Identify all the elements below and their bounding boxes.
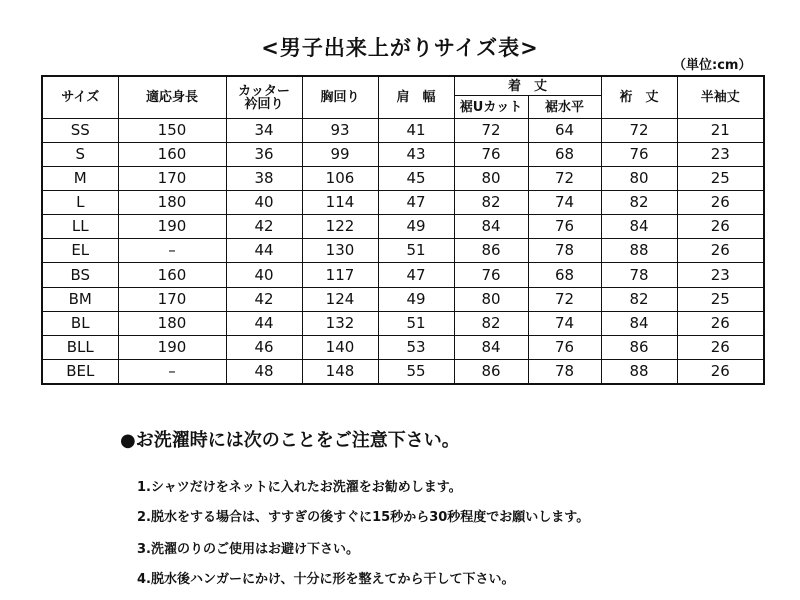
header-length-flat: 裾水平	[528, 96, 601, 119]
value-cell: 124	[302, 287, 378, 311]
value-cell: 25	[677, 167, 764, 191]
size-cell: BM	[42, 287, 118, 311]
value-cell: 76	[454, 263, 528, 287]
size-table	[41, 75, 765, 385]
header-length-group: 着 丈	[454, 76, 601, 96]
value-cell: 72	[528, 167, 601, 191]
value-cell: 130	[302, 239, 378, 263]
note-item: 1.シャツだけをネットに入れたお洗濯をお勧めします。	[137, 480, 462, 495]
header-chest: 胸回り	[302, 76, 378, 119]
header-collar-line1: カッター	[238, 83, 290, 99]
table-row	[42, 359, 764, 384]
value-cell: 84	[454, 215, 528, 239]
value-cell: 44	[226, 239, 302, 263]
value-cell: 76	[528, 215, 601, 239]
table-row	[42, 263, 764, 287]
header-height: 適応身長	[118, 76, 226, 119]
value-cell: 122	[302, 215, 378, 239]
value-cell: 117	[302, 263, 378, 287]
value-cell: 47	[378, 263, 454, 287]
size-cell: BL	[42, 311, 118, 335]
unit-label: （単位:cm）	[673, 58, 752, 73]
value-cell: 88	[601, 359, 677, 384]
value-cell: 26	[677, 215, 764, 239]
value-cell: 72	[601, 119, 677, 143]
value-cell: 21	[677, 119, 764, 143]
value-cell: 76	[454, 143, 528, 167]
value-cell: 106	[302, 167, 378, 191]
value-cell: 99	[302, 143, 378, 167]
table-row	[42, 167, 764, 191]
value-cell: 72	[454, 119, 528, 143]
table-row	[42, 239, 764, 263]
value-cell: 170	[118, 167, 226, 191]
value-cell: 49	[378, 287, 454, 311]
value-cell: 45	[378, 167, 454, 191]
value-cell: 88	[601, 239, 677, 263]
value-cell: 78	[528, 359, 601, 384]
size-table-body	[42, 119, 764, 385]
size-cell: BEL	[42, 359, 118, 384]
value-cell: 26	[677, 335, 764, 359]
table-row	[42, 191, 764, 215]
value-cell: 26	[677, 239, 764, 263]
value-cell: 78	[528, 239, 601, 263]
value-cell: 64	[528, 119, 601, 143]
value-cell: 76	[601, 143, 677, 167]
value-cell: 49	[378, 215, 454, 239]
value-cell: 80	[601, 167, 677, 191]
value-cell: 47	[378, 191, 454, 215]
value-cell: 40	[226, 191, 302, 215]
size-cell: BS	[42, 263, 118, 287]
value-cell: 68	[528, 143, 601, 167]
header-shoulder: 肩 幅	[378, 76, 454, 119]
value-cell: 34	[226, 119, 302, 143]
table-row	[42, 143, 764, 167]
value-cell: 86	[454, 359, 528, 384]
value-cell: 53	[378, 335, 454, 359]
value-cell: 190	[118, 215, 226, 239]
value-cell: 80	[454, 167, 528, 191]
value-cell: 74	[528, 191, 601, 215]
table-row	[42, 119, 764, 143]
size-cell: LL	[42, 215, 118, 239]
value-cell: 150	[118, 119, 226, 143]
value-cell: 82	[601, 287, 677, 311]
value-cell: 86	[601, 335, 677, 359]
value-cell: 82	[454, 311, 528, 335]
note-item: 2.脱水をする場合は、すすぎの後すぐに15秒から30秒程度でお願いします。	[137, 510, 590, 525]
value-cell: 40	[226, 263, 302, 287]
value-cell: 23	[677, 143, 764, 167]
value-cell: 26	[677, 311, 764, 335]
value-cell: 51	[378, 311, 454, 335]
value-cell: 72	[528, 287, 601, 311]
value-cell: 42	[226, 287, 302, 311]
value-cell: 42	[226, 215, 302, 239]
value-cell: 43	[378, 143, 454, 167]
value-cell: 38	[226, 167, 302, 191]
header-size: サイズ	[42, 76, 118, 119]
note-item: 4.脱水後ハンガーにかけ、十分に形を整えてから干して下さい。	[137, 572, 515, 587]
value-cell: 84	[601, 311, 677, 335]
value-cell: 180	[118, 311, 226, 335]
value-cell: 132	[302, 311, 378, 335]
value-cell: 190	[118, 335, 226, 359]
value-cell: 55	[378, 359, 454, 384]
size-cell: BLL	[42, 335, 118, 359]
notes-heading: ●お洗濯時には次のことをご注意下さい。	[120, 430, 460, 451]
value-cell: 80	[454, 287, 528, 311]
note-item: 3.洗濯のりのご使用はお避け下さい。	[137, 542, 359, 557]
value-cell: 148	[302, 359, 378, 384]
value-cell: 140	[302, 335, 378, 359]
value-cell: 82	[601, 191, 677, 215]
value-cell: 68	[528, 263, 601, 287]
value-cell: 84	[454, 335, 528, 359]
value-cell: 26	[677, 191, 764, 215]
value-cell: 41	[378, 119, 454, 143]
value-cell: –	[118, 239, 226, 263]
value-cell: –	[118, 359, 226, 384]
value-cell: 44	[226, 311, 302, 335]
table-row	[42, 287, 764, 311]
header-sleeve: 裄 丈	[601, 76, 677, 119]
value-cell: 76	[528, 335, 601, 359]
header-collar-line2: 衿回り	[244, 96, 284, 112]
table-row	[42, 311, 764, 335]
value-cell: 48	[226, 359, 302, 384]
size-cell: SS	[42, 119, 118, 143]
value-cell: 25	[677, 287, 764, 311]
header-half-sleeve: 半袖丈	[677, 76, 764, 119]
table-row	[42, 335, 764, 359]
page-title: <男子出来上がりサイズ表>	[261, 36, 539, 60]
value-cell: 84	[601, 215, 677, 239]
value-cell: 23	[677, 263, 764, 287]
value-cell: 86	[454, 239, 528, 263]
header-collar	[226, 76, 302, 119]
value-cell: 74	[528, 311, 601, 335]
value-cell: 93	[302, 119, 378, 143]
size-cell: M	[42, 167, 118, 191]
value-cell: 46	[226, 335, 302, 359]
table-row	[42, 215, 764, 239]
header-length-ucut: 裾Uカット	[454, 96, 528, 119]
value-cell: 160	[118, 143, 226, 167]
value-cell: 82	[454, 191, 528, 215]
value-cell: 78	[601, 263, 677, 287]
size-cell: L	[42, 191, 118, 215]
value-cell: 114	[302, 191, 378, 215]
size-cell: S	[42, 143, 118, 167]
value-cell: 26	[677, 359, 764, 384]
size-cell: EL	[42, 239, 118, 263]
value-cell: 36	[226, 143, 302, 167]
value-cell: 51	[378, 239, 454, 263]
value-cell: 180	[118, 191, 226, 215]
value-cell: 170	[118, 287, 226, 311]
value-cell: 160	[118, 263, 226, 287]
